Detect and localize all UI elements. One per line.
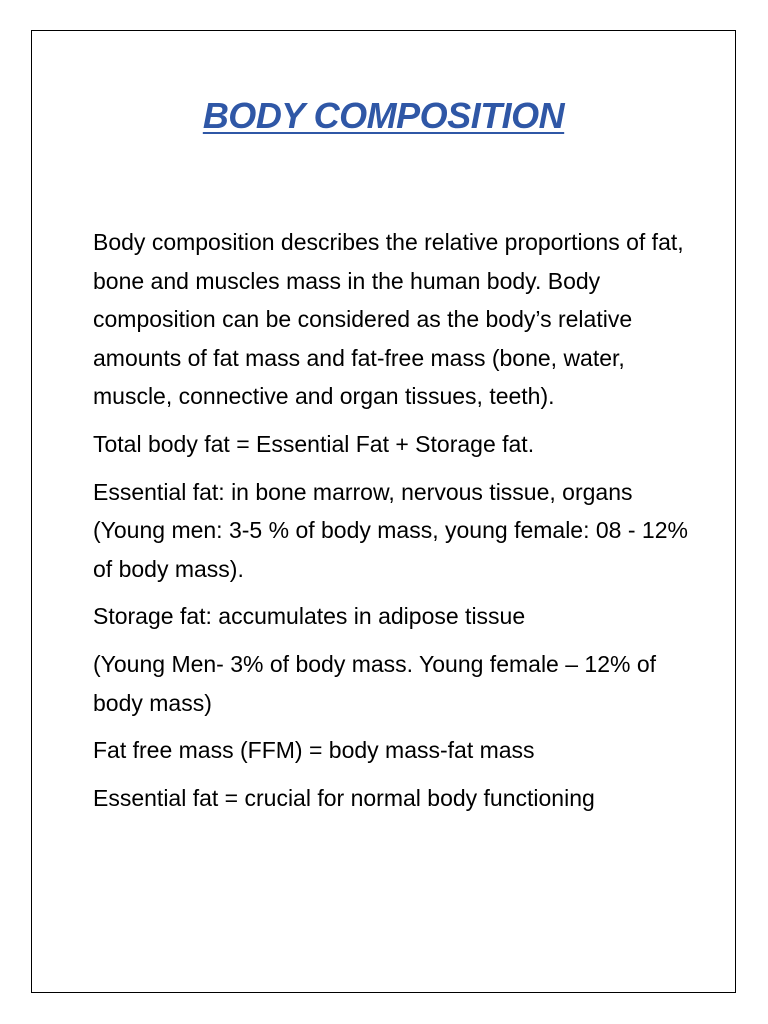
paragraph-fat-free-mass: Fat free mass (FFM) = body mass-fat mass [93, 737, 535, 764]
document-title: BODY COMPOSITION [202, 95, 565, 136]
document-body [93, 223, 693, 826]
paragraph-essential-fat: Essential fat: in bone marrow, nervous tissue, organs (Young men: 3-5 % of body mass, young female: 08 - 12% of body mass). [93, 478, 688, 582]
paragraph-total-body-fat: Total body fat = Essential Fat + Storage fat. [93, 430, 535, 457]
paragraph-storage-fat: Storage fat: accumulates in adipose tissue [93, 603, 526, 630]
paragraph-essential-fat-role: Essential fat = crucial for normal body functioning [93, 784, 595, 811]
paragraph-storage-fat-values: (Young Men- 3% of body mass. Young female – 12% of body mass) [93, 650, 657, 716]
paragraph-definition: Body composition describes the relative proportions of fat, bone and muscles mass in the human body. Body composition can be considered as the body’s relative amounts of fat mass and fat-free mass (bone, water, muscle, connective and organ tissues, teeth). [93, 229, 684, 410]
